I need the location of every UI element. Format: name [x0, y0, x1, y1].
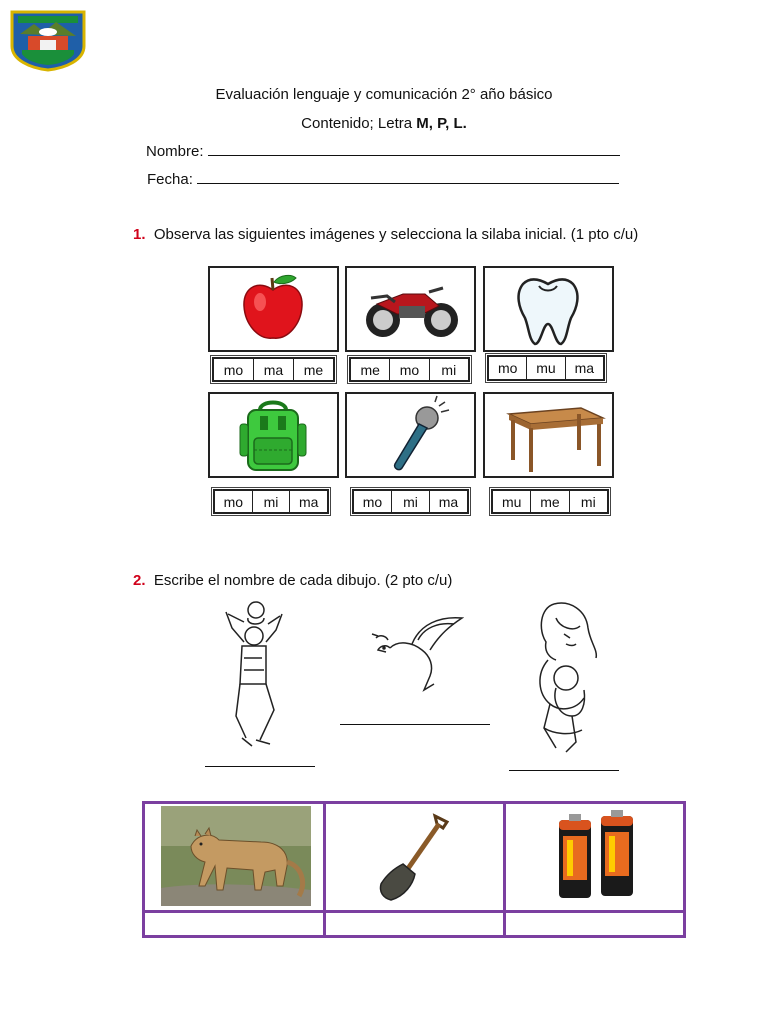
syllable-row-apple: [212, 357, 335, 382]
father-child-drawing: [218, 598, 288, 750]
syllable-row-microphone: [352, 489, 469, 514]
shovel-icon: [373, 812, 463, 904]
dove-drawing: [368, 610, 464, 694]
picture-box-microphone: [345, 392, 476, 478]
syllable-option[interactable]: ma: [298, 493, 319, 510]
microphone-icon: [347, 394, 474, 476]
table-row-divider: [145, 910, 683, 913]
syllable-option[interactable]: ma: [254, 359, 294, 380]
syllable-option[interactable]: mo: [215, 491, 253, 512]
syllable-option[interactable]: me: [351, 359, 390, 380]
name-underline[interactable]: [208, 142, 620, 156]
syllable-option[interactable]: mi: [441, 361, 457, 378]
content-subtitle: [0, 115, 768, 132]
picture-box-tooth: [483, 266, 614, 352]
syllable-option[interactable]: me: [303, 361, 324, 378]
answer-cell-shovel[interactable]: [330, 914, 502, 932]
picture-box-motorcycle: [345, 266, 476, 352]
syllable-row-backpack: [213, 489, 329, 514]
picture-box-backpack: [208, 392, 339, 478]
picture-box-table: [483, 392, 614, 478]
name-label: Nombre:: [146, 143, 204, 160]
answer-cell-batteries[interactable]: [510, 914, 680, 932]
syllable-row-table: [491, 489, 609, 514]
page-title: Evaluación lenguaje y comunicación 2° año básico: [215, 86, 553, 103]
question-2: [133, 572, 452, 589]
syllable-option[interactable]: mo: [390, 359, 429, 380]
question-1-number: 1.: [133, 226, 146, 243]
question-1-text: Observa las siguientes imágenes y selecciona la silaba inicial. (1 pto c/u): [153, 226, 639, 243]
naming-table: [142, 801, 686, 938]
content-prefix: Contenido; Letra: [301, 115, 417, 132]
syllable-option[interactable]: mo: [489, 357, 527, 379]
batteries-photo: [541, 806, 651, 908]
date-label: Fecha:: [147, 171, 193, 188]
content-letters: M, P, L.: [416, 115, 467, 132]
syllable-option[interactable]: mo: [214, 359, 254, 380]
syllable-row-motorcycle: [349, 357, 470, 382]
name-field[interactable]: [146, 142, 620, 160]
backpack-icon: [210, 394, 337, 476]
syllable-option[interactable]: mu: [527, 357, 565, 379]
syllable-option[interactable]: mo: [354, 491, 392, 512]
syllable-row-tooth: [487, 355, 605, 381]
question-2-text: Escribe el nombre de cada dibujo. (2 pto c/u): [153, 572, 453, 589]
syllable-option[interactable]: mi: [580, 493, 596, 510]
syllable-option[interactable]: mi: [392, 491, 430, 512]
picture-box-apple: [208, 266, 339, 352]
answer-line-1[interactable]: [205, 766, 315, 767]
date-underline[interactable]: [197, 170, 619, 184]
answer-line-2[interactable]: [340, 724, 490, 725]
mother-baby-drawing: [526, 598, 606, 754]
syllable-option[interactable]: ma: [438, 493, 459, 510]
date-field[interactable]: [147, 170, 619, 188]
question-2-number: 2.: [133, 572, 146, 589]
answer-cell-puma[interactable]: [148, 914, 322, 932]
apple-icon: [210, 268, 337, 350]
tooth-icon: [485, 268, 612, 350]
question-1: [133, 226, 638, 243]
syllable-option[interactable]: mi: [253, 491, 291, 512]
answer-line-3[interactable]: [509, 770, 619, 771]
syllable-option[interactable]: me: [531, 491, 569, 512]
school-emblem: [10, 10, 86, 72]
motorcycle-icon: [347, 268, 474, 350]
syllable-option[interactable]: mu: [493, 491, 531, 512]
puma-photo: [161, 806, 311, 906]
table-icon: [485, 394, 612, 476]
syllable-option[interactable]: ma: [574, 360, 595, 376]
